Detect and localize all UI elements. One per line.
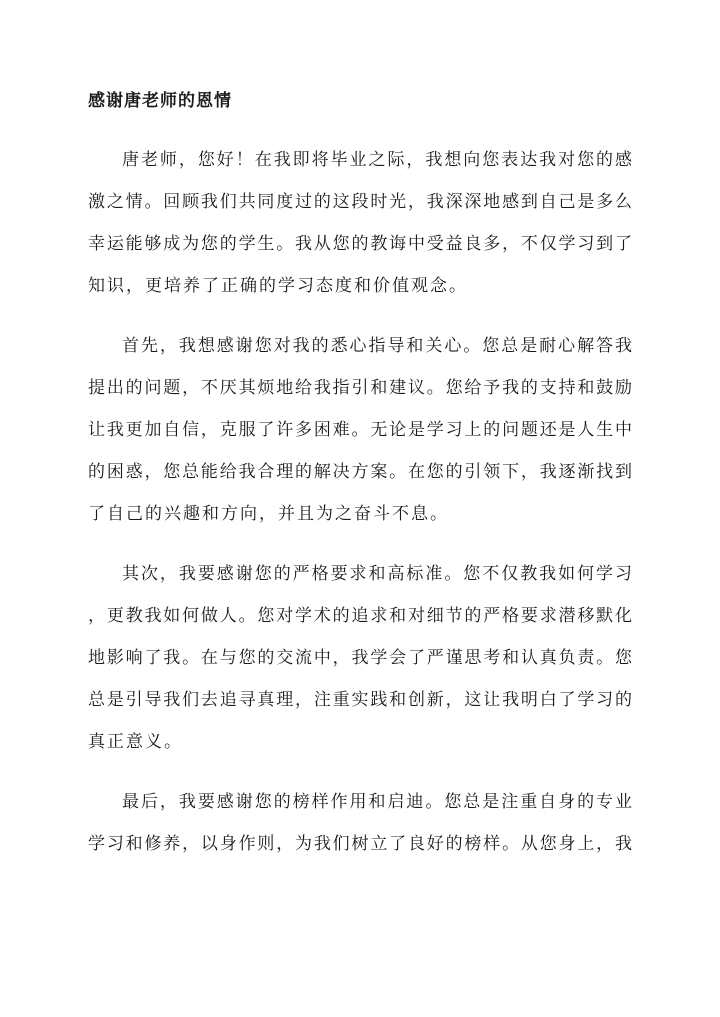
paragraph-1-line-2: 激之情。回顾我们共同度过的这段时光，我深深地感到自己是多么 <box>88 192 632 212</box>
paragraph-1-line-4: 知识，更培养了正确的学习态度和价值观念。 <box>88 276 468 296</box>
paragraph-2-line-1: 首先，我想感谢您对我的悉心指导和关心。您总是耐心解答我 <box>122 336 632 356</box>
paragraph-4-line-2: 学习和修养，以身作则，为我们树立了良好的榜样。从您身上，我 <box>88 834 632 854</box>
paragraph-3-line-3: 地影响了我。在与您的交流中，我学会了严谨思考和认真负责。您 <box>88 648 632 668</box>
paragraph-3-line-2: ，更教我如何做人。您对学术的追求和对细节的严格要求潜移默化 <box>88 606 632 626</box>
paragraph-3-line-1: 其次，我要感谢您的严格要求和高标准。您不仅教我如何学习 <box>122 564 632 584</box>
paragraph-3-line-4: 总是引导我们去追寻真理，注重实践和创新，这让我明白了学习的 <box>88 690 632 710</box>
paragraph-1-line-1: 唐老师，您好！在我即将毕业之际，我想向您表达我对您的感 <box>122 150 632 170</box>
paragraph-1-line-3: 幸运能够成为您的学生。我从您的教诲中受益良多，不仅学习到了 <box>88 234 632 254</box>
paragraph-2-line-5: 了自己的兴趣和方向，并且为之奋斗不息。 <box>88 504 449 524</box>
paragraph-2-line-2: 提出的问题，不厌其烦地给我指引和建议。您给予我的支持和鼓励 <box>88 378 632 398</box>
paragraph-2-line-4: 的困惑，您总能给我合理的解决方案。在您的引领下，我逐渐找到 <box>88 462 632 482</box>
document-title: 感谢唐老师的恩情 <box>88 91 232 111</box>
paragraph-4-line-1: 最后，我要感谢您的榜样作用和启迪。您总是注重自身的专业 <box>122 792 632 812</box>
paragraph-3-line-5: 真正意义。 <box>88 732 183 752</box>
paragraph-2-line-3: 让我更加自信，克服了许多困难。无论是学习上的问题还是人生中 <box>88 420 632 440</box>
